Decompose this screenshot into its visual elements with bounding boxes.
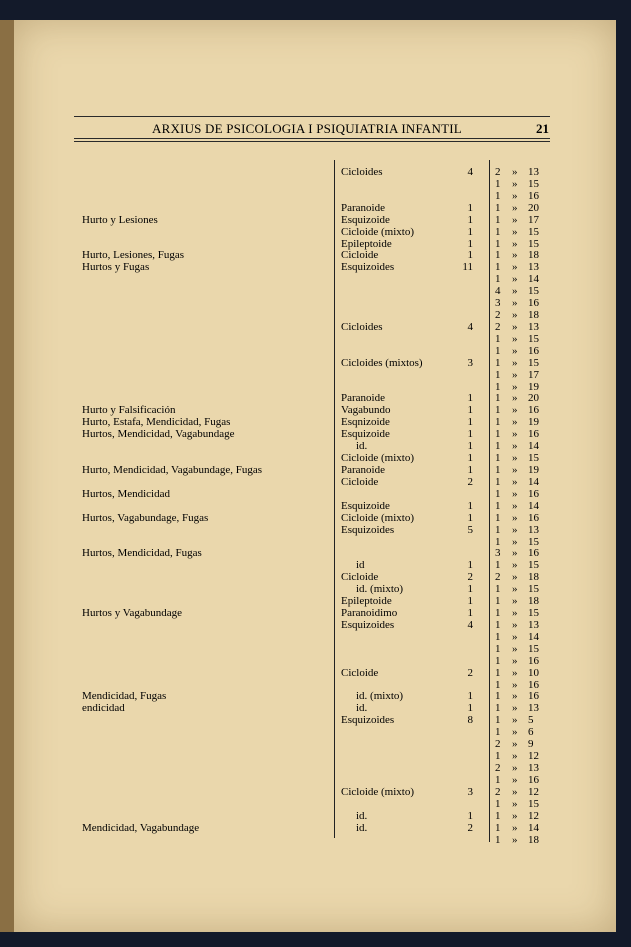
- age-separator: »: [512, 834, 518, 846]
- type-count: 1: [467, 810, 473, 822]
- age-separator: »: [512, 738, 518, 750]
- type-label: Paranoide: [341, 392, 385, 404]
- age-value: 16: [528, 190, 539, 202]
- type-label: Esquizoide: [341, 428, 390, 440]
- age-separator: »: [512, 762, 518, 774]
- age-separator: »: [512, 810, 518, 822]
- age-separator: »: [512, 381, 518, 393]
- age-separator: »: [512, 822, 518, 834]
- age-value: 14: [528, 440, 539, 452]
- type-label: Esquizoides: [341, 524, 395, 536]
- type-label: Paranoidimo: [341, 607, 398, 619]
- age-separator: »: [512, 261, 518, 273]
- age-case-count: 1: [495, 834, 501, 846]
- age-case-count: 1: [495, 261, 501, 273]
- age-value: 12: [528, 750, 539, 762]
- type-count: 1: [467, 690, 473, 702]
- age-separator: »: [512, 178, 518, 190]
- age-case-count: 1: [495, 798, 501, 810]
- offense-label: Hurtos, Mendicidad, Vagabundage: [82, 428, 235, 440]
- age-separator: »: [512, 285, 518, 297]
- age-case-count: 1: [495, 690, 501, 702]
- age-separator: »: [512, 631, 518, 643]
- type-label: Epileptoide: [341, 595, 392, 607]
- type-count: 1: [467, 500, 473, 512]
- offense-label: Hurtos, Mendicidad: [82, 488, 170, 500]
- age-value: 13: [528, 762, 539, 774]
- age-separator: »: [512, 416, 518, 428]
- age-value: 14: [528, 476, 539, 488]
- age-separator: »: [512, 774, 518, 786]
- age-separator: »: [512, 333, 518, 345]
- age-separator: »: [512, 500, 518, 512]
- age-separator: »: [512, 190, 518, 202]
- age-separator: »: [512, 238, 518, 250]
- offense-label: Hurtos, Vagabundage, Fugas: [82, 512, 209, 524]
- age-case-count: 1: [495, 774, 501, 786]
- age-separator: »: [512, 536, 518, 548]
- age-value: 12: [528, 810, 539, 822]
- age-value: 18: [528, 571, 539, 583]
- type-label: Esquizoides: [341, 619, 395, 631]
- type-label: id. (mixto): [356, 583, 404, 595]
- type-count: 1: [467, 404, 473, 416]
- age-value: 16: [528, 655, 539, 667]
- age-case-count: 1: [495, 464, 501, 476]
- age-value: 15: [528, 559, 539, 571]
- age-case-count: 3: [495, 297, 501, 309]
- type-label: Vagabundo: [341, 404, 391, 416]
- age-value: 9: [528, 738, 534, 750]
- age-separator: »: [512, 690, 518, 702]
- type-label: id.: [356, 702, 368, 714]
- type-label: Cicloides (mixtos): [341, 357, 423, 369]
- age-case-count: 3: [495, 547, 501, 559]
- age-value: 15: [528, 333, 539, 345]
- age-separator: »: [512, 404, 518, 416]
- type-count: 1: [467, 392, 473, 404]
- age-value: 16: [528, 488, 539, 500]
- type-label: Esquizoides: [341, 714, 395, 726]
- age-case-count: 1: [495, 428, 501, 440]
- age-separator: »: [512, 488, 518, 500]
- type-count: 4: [467, 166, 473, 178]
- age-value: 15: [528, 452, 539, 464]
- header-rule-bottom-double: [74, 141, 550, 142]
- age-case-count: 1: [495, 750, 501, 762]
- age-case-count: 2: [495, 762, 501, 774]
- age-case-count: 1: [495, 226, 501, 238]
- age-separator: »: [512, 202, 518, 214]
- type-count: 2: [467, 822, 473, 834]
- table-divider-right: [489, 160, 490, 842]
- age-case-count: 1: [495, 178, 501, 190]
- age-separator: »: [512, 559, 518, 571]
- age-separator: »: [512, 571, 518, 583]
- age-value: 16: [528, 512, 539, 524]
- age-case-count: 1: [495, 822, 501, 834]
- offense-label: Hurto, Lesiones, Fugas: [82, 249, 185, 261]
- age-value: 18: [528, 834, 539, 846]
- type-label: Cicloide (mixto): [341, 512, 415, 524]
- age-separator: »: [512, 512, 518, 524]
- age-separator: »: [512, 357, 518, 369]
- type-count: 8: [467, 714, 473, 726]
- type-label: Esquizoide: [341, 214, 390, 226]
- age-value: 16: [528, 345, 539, 357]
- type-count: 1: [467, 428, 473, 440]
- running-header-title: ARXIUS DE PSICOLOGIA I PSIQUIATRIA INFANTIL: [152, 121, 462, 136]
- offense-label: Hurtos y Vagabundage: [82, 607, 182, 619]
- age-value: 15: [528, 643, 539, 655]
- age-separator: »: [512, 667, 518, 679]
- table-divider-left: [334, 160, 335, 838]
- age-value: 15: [528, 607, 539, 619]
- type-count: 4: [467, 321, 473, 333]
- age-separator: »: [512, 524, 518, 536]
- age-separator: »: [512, 440, 518, 452]
- age-value: 13: [528, 702, 539, 714]
- age-separator: »: [512, 798, 518, 810]
- age-value: 14: [528, 500, 539, 512]
- age-case-count: 1: [495, 440, 501, 452]
- type-count: 1: [467, 202, 473, 214]
- age-value: 15: [528, 226, 539, 238]
- offense-label: Hurtos, Mendicidad, Fugas: [82, 547, 202, 559]
- age-value: 15: [528, 285, 539, 297]
- age-separator: »: [512, 392, 518, 404]
- type-label: id. (mixto): [356, 690, 404, 702]
- type-label: id.: [356, 440, 368, 452]
- type-count: 1: [467, 452, 473, 464]
- age-separator: »: [512, 249, 518, 261]
- age-separator: »: [512, 452, 518, 464]
- age-separator: »: [512, 214, 518, 226]
- age-value: 19: [528, 464, 539, 476]
- age-value: 18: [528, 309, 539, 321]
- age-value: 15: [528, 798, 539, 810]
- age-case-count: 2: [495, 571, 501, 583]
- age-separator: »: [512, 726, 518, 738]
- age-case-count: 1: [495, 249, 501, 261]
- age-case-count: 1: [495, 238, 501, 250]
- offense-label: Hurtos y Fugas: [82, 261, 150, 273]
- page-number: 21: [536, 121, 549, 136]
- age-case-count: 1: [495, 536, 501, 548]
- age-case-count: 2: [495, 166, 501, 178]
- age-case-count: 4: [495, 285, 501, 297]
- age-separator: »: [512, 595, 518, 607]
- age-case-count: 1: [495, 583, 501, 595]
- age-value: 18: [528, 595, 539, 607]
- age-value: 16: [528, 774, 539, 786]
- type-label: Cicloide: [341, 249, 379, 261]
- age-separator: »: [512, 464, 518, 476]
- age-value: 19: [528, 416, 539, 428]
- offense-label: Mendicidad, Fugas: [82, 690, 167, 702]
- age-case-count: 1: [495, 726, 501, 738]
- age-case-count: 2: [495, 309, 501, 321]
- book-spine: [0, 20, 14, 932]
- age-separator: »: [512, 309, 518, 321]
- offense-label: Mendicidad, Vagabundage: [82, 822, 200, 834]
- age-case-count: 1: [495, 619, 501, 631]
- age-case-count: 1: [495, 452, 501, 464]
- age-separator: »: [512, 607, 518, 619]
- type-label: Cicloides: [341, 321, 383, 333]
- age-separator: »: [512, 369, 518, 381]
- age-value: 18: [528, 249, 539, 261]
- type-label: Cicloide (mixto): [341, 786, 415, 798]
- offense-label: Hurto y Lesiones: [82, 214, 158, 226]
- type-count: 1: [467, 440, 473, 452]
- offense-label: Hurto y Falsificación: [82, 404, 176, 416]
- age-value: 15: [528, 536, 539, 548]
- age-case-count: 1: [495, 357, 501, 369]
- type-label: Paranoide: [341, 464, 385, 476]
- age-value: 10: [528, 667, 539, 679]
- type-count: 1: [467, 464, 473, 476]
- age-value: 14: [528, 273, 539, 285]
- age-separator: »: [512, 679, 518, 691]
- type-count: 1: [467, 607, 473, 619]
- age-separator: »: [512, 702, 518, 714]
- age-case-count: 1: [495, 416, 501, 428]
- type-count: 1: [467, 226, 473, 238]
- header-rule-bottom: [74, 138, 550, 139]
- age-separator: »: [512, 428, 518, 440]
- age-separator: »: [512, 643, 518, 655]
- age-case-count: 1: [495, 655, 501, 667]
- age-case-count: 1: [495, 488, 501, 500]
- age-case-count: 1: [495, 679, 501, 691]
- type-label: id.: [356, 822, 368, 834]
- type-label: Cicloide (mixto): [341, 226, 415, 238]
- age-value: 16: [528, 428, 539, 440]
- offense-label: Hurto, Mendicidad, Vagabundage, Fugas: [82, 464, 263, 476]
- age-value: 16: [528, 690, 539, 702]
- age-value: 13: [528, 166, 539, 178]
- age-separator: »: [512, 655, 518, 667]
- age-value: 14: [528, 631, 539, 643]
- type-label: Esquizoides: [341, 261, 395, 273]
- age-separator: »: [512, 273, 518, 285]
- age-case-count: 1: [495, 714, 501, 726]
- age-value: 15: [528, 357, 539, 369]
- age-value: 12: [528, 786, 539, 798]
- offense-label: Hurto, Estafa, Mendicidad, Fugas: [82, 416, 231, 428]
- age-case-count: 1: [495, 381, 501, 393]
- age-case-count: 1: [495, 190, 501, 202]
- age-separator: »: [512, 476, 518, 488]
- type-count: 1: [467, 249, 473, 261]
- age-value: 13: [528, 619, 539, 631]
- age-case-count: 1: [495, 392, 501, 404]
- age-case-count: 1: [495, 202, 501, 214]
- age-case-count: 2: [495, 321, 501, 333]
- type-label: Epileptoide: [341, 238, 392, 250]
- type-count: 1: [467, 595, 473, 607]
- age-case-count: 1: [495, 524, 501, 536]
- age-value: 15: [528, 238, 539, 250]
- age-case-count: 1: [495, 500, 501, 512]
- age-separator: »: [512, 166, 518, 178]
- age-value: 14: [528, 822, 539, 834]
- age-value: 16: [528, 679, 539, 691]
- type-count: 1: [467, 416, 473, 428]
- age-value: 16: [528, 547, 539, 559]
- age-separator: »: [512, 786, 518, 798]
- age-case-count: 1: [495, 476, 501, 488]
- type-count: 11: [462, 261, 473, 273]
- age-separator: »: [512, 750, 518, 762]
- age-value: 19: [528, 381, 539, 393]
- age-case-count: 1: [495, 595, 501, 607]
- type-label: Paranoide: [341, 202, 385, 214]
- age-case-count: 1: [495, 214, 501, 226]
- header-rule-top: [74, 116, 550, 117]
- age-value: 13: [528, 321, 539, 333]
- type-label: Cicloide: [341, 476, 379, 488]
- age-value: 16: [528, 404, 539, 416]
- type-count: 2: [467, 571, 473, 583]
- type-count: 3: [467, 786, 473, 798]
- type-count: 4: [467, 619, 473, 631]
- age-separator: »: [512, 583, 518, 595]
- type-label: Cicloide: [341, 667, 379, 679]
- age-value: 15: [528, 178, 539, 190]
- age-case-count: 1: [495, 273, 501, 285]
- age-case-count: 1: [495, 333, 501, 345]
- age-value: 20: [528, 392, 539, 404]
- age-case-count: 1: [495, 810, 501, 822]
- age-case-count: 1: [495, 559, 501, 571]
- document-page: [14, 20, 616, 932]
- age-separator: »: [512, 226, 518, 238]
- age-case-count: 1: [495, 512, 501, 524]
- type-label: Cicloides: [341, 166, 383, 178]
- age-separator: »: [512, 321, 518, 333]
- age-value: 13: [528, 524, 539, 536]
- type-count: 2: [467, 667, 473, 679]
- type-count: 1: [467, 702, 473, 714]
- age-case-count: 2: [495, 738, 501, 750]
- age-value: 5: [528, 714, 534, 726]
- age-case-count: 1: [495, 667, 501, 679]
- type-label: Cicloide (mixto): [341, 452, 415, 464]
- type-count: 1: [467, 512, 473, 524]
- age-value: 17: [528, 369, 539, 381]
- type-count: 1: [467, 214, 473, 226]
- age-case-count: 1: [495, 345, 501, 357]
- type-label: id.: [356, 810, 368, 822]
- age-value: 20: [528, 202, 539, 214]
- type-count: 1: [467, 583, 473, 595]
- age-separator: »: [512, 547, 518, 559]
- age-separator: »: [512, 714, 518, 726]
- age-value: 16: [528, 297, 539, 309]
- age-case-count: 2: [495, 786, 501, 798]
- age-value: 17: [528, 214, 539, 226]
- type-label: Esqnizoide: [341, 416, 390, 428]
- age-case-count: 1: [495, 369, 501, 381]
- age-value: 6: [528, 726, 534, 738]
- offense-label: endicidad: [82, 702, 125, 714]
- type-label: Esquizoide: [341, 500, 390, 512]
- age-value: 13: [528, 261, 539, 273]
- age-case-count: 1: [495, 643, 501, 655]
- type-count: 1: [467, 238, 473, 250]
- age-value: 15: [528, 583, 539, 595]
- age-case-count: 1: [495, 607, 501, 619]
- age-separator: »: [512, 297, 518, 309]
- age-case-count: 1: [495, 631, 501, 643]
- type-count: 3: [467, 357, 473, 369]
- age-separator: »: [512, 345, 518, 357]
- type-label: Cicloide: [341, 571, 379, 583]
- type-count: 1: [467, 559, 473, 571]
- type-count: 2: [467, 476, 473, 488]
- type-count: 5: [467, 524, 473, 536]
- age-separator: »: [512, 619, 518, 631]
- age-case-count: 1: [495, 702, 501, 714]
- type-label: id: [356, 559, 365, 571]
- age-case-count: 1: [495, 404, 501, 416]
